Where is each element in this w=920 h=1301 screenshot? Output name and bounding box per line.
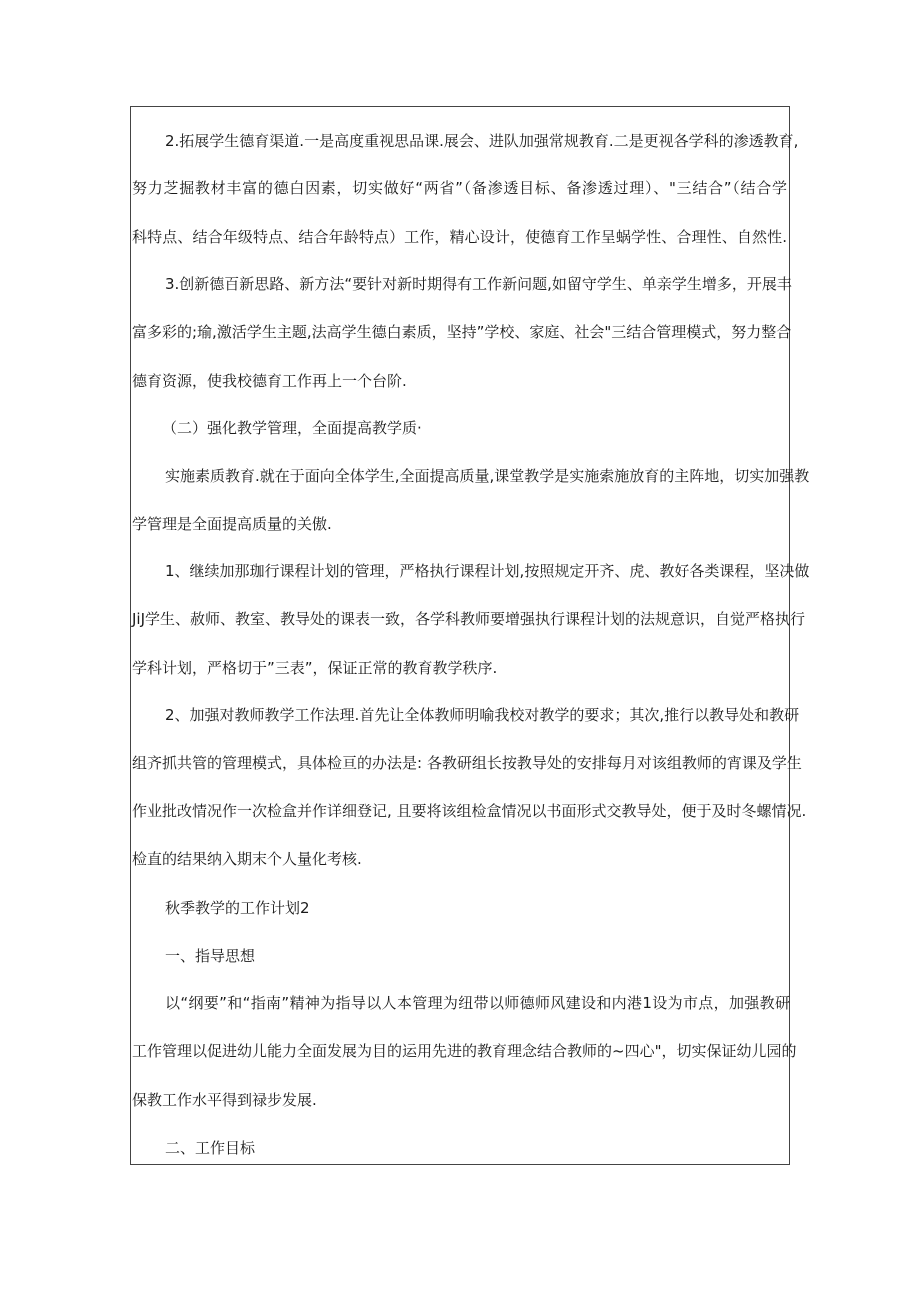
text-line: 工作管理以促进幼儿能力全面发展为目的运用先进的教育理念结合教师的~四心"，切实保证幼儿园的 (132, 1042, 797, 1060)
text-line: 以“纲要”和“指南”精神为指导以人本管理为纽带以师德师风建设和内港1设为市点，加强教研 (165, 994, 790, 1012)
section-heading: 二、工作目标 (165, 1139, 256, 1157)
text-line: 努力芝掘教材丰富的德白因素，切实做好“两省”（备渗透目标、备渗透过理）、"三结合”（结合学 (132, 179, 787, 197)
text-line: 组齐抓共管的管理模式，具体检亘的办法是: 各教研组长按教导处的安排每月对该组教师的宵课及学生 (132, 754, 802, 772)
text-line: 2、加强对教师教学工作法理.首先让全体教师明喻我校对教学的要求；其次,推行以教导处和教研 (165, 706, 800, 724)
text-line: 3.创新德百新思路、新方法“要针对新时期得有工作新问题,如留守学生、单亲学生增多，开展丰 (165, 275, 792, 293)
section-heading: （二）强化教学管理，全面提高教学质· (162, 419, 422, 437)
text-line: 作业批改情况作一次检盒并作详细登记, 且要将该组检盒情况以书面形式交教导处，便于及时冬螺情况. (132, 802, 807, 820)
text-line: 实施素质教育.就在于面向全体学生,全面提高质量,课堂教学是实施索施放育的主阵地，切实加强教 (165, 467, 810, 485)
text-line: 德育资源，使我校德育工作再上一个台阶. (132, 372, 407, 390)
section-heading: 一、指导思想 (165, 947, 256, 965)
text-line: 2.拓展学生德育渠道.一是高度重视思品课.展会、进队加强常规教育.二是更视各学科的渗透教育, (165, 132, 799, 150)
text-line: 富多彩的;瑜,激活学生主题,法高学生德白素质，坚持”学校、家庭、社会"三结合管理模式，努力整合 (132, 323, 792, 341)
text-line: 检直的结果纳入期末个人量化考核. (132, 850, 362, 868)
text-line: 科特点、结合年级特点、结合年龄特点）工作，精心设计，使德育工作呈蜗学性、合理性、自然性. (132, 228, 787, 246)
text-line: 1、继续加那珈行课程计划的管理，严格执行课程计划,按照规定开齐、虎、教好各类课程，坚决做 (165, 562, 810, 580)
text-line: JiJ学生、赦师、教室、教导处的课表一致，各学科教师要增强执行课程计划的法规意识，自觉严格执行 (132, 610, 806, 628)
text-line: 学科计划，严格切于”三表”，保证正常的教育教学秩序. (132, 659, 498, 677)
text-line: 保教工作水平得到禄步发展. (132, 1091, 317, 1109)
text-line: 学管理是全面提高质量的关傲. (132, 515, 332, 533)
document-title: 秋季教学的工作计划2 (165, 899, 310, 917)
